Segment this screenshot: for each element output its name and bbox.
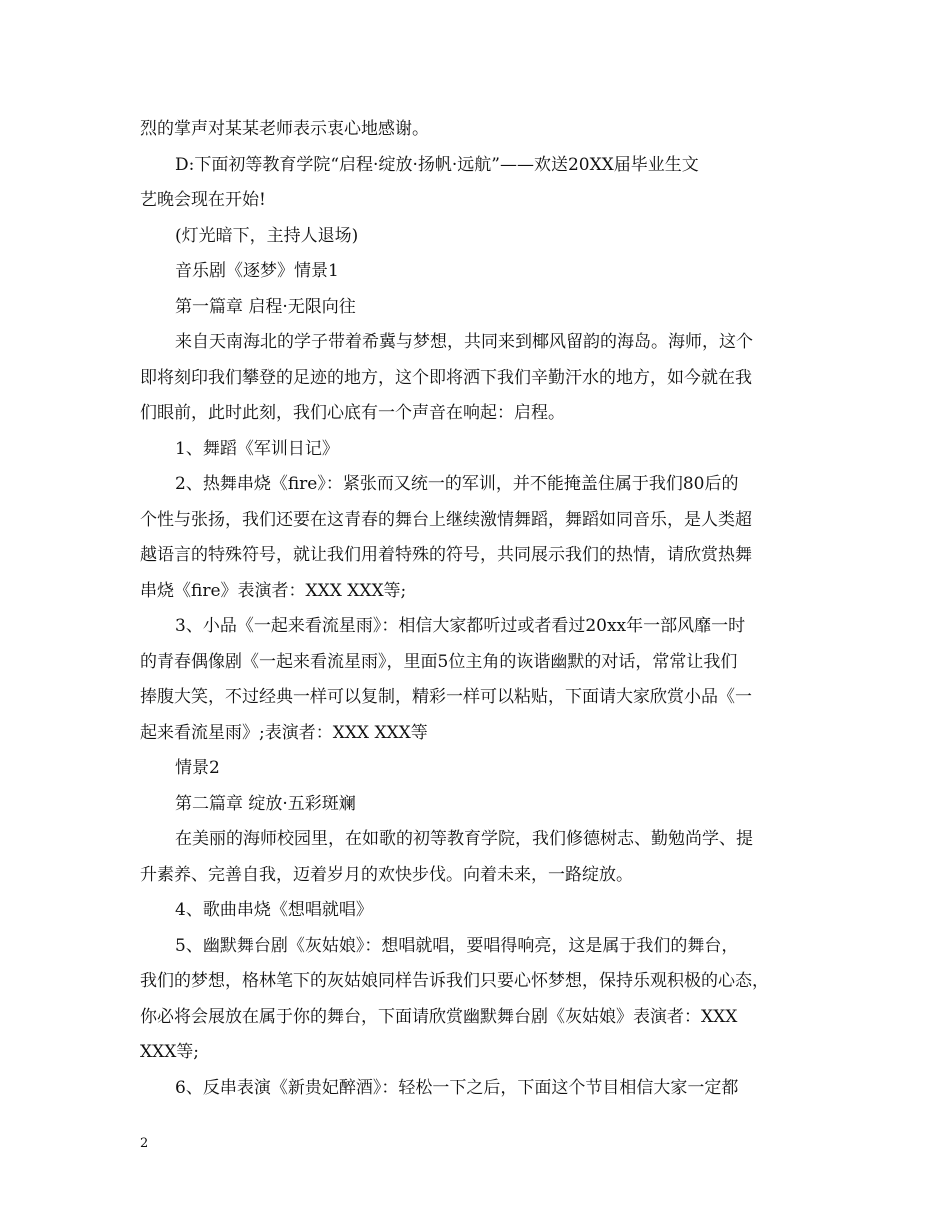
text-line: 在美丽的海师校园里，在如歌的初等教育学院，我们修德树志、勤勉尚学、提 [175,829,753,849]
text-line: 情景2 [175,758,220,778]
text-line: 5、幽默舞台剧《灰姑娘》：想唱就唱，要唱得响亮，这是属于我们的舞台， [175,935,739,956]
text-line: 越语言的特殊符号，就让我们用着特殊的符号，共同展示我们的热情，请欣赏热舞 [140,545,752,565]
text-line: 们眼前，此时此刻，我们心底有一个声音在响起：启程。 [140,403,565,423]
text-line: XXX等; [140,1042,200,1062]
text-line: 的青春偶像剧《一起来看流星雨》，里面5位主角的诙谐幽默的对话，常常让我们 [140,651,738,672]
text-line: 第二篇章 绽放·五彩斑斓 [175,793,356,814]
text-line: 1、舞蹈《军训日记》 [175,438,339,459]
page-number: 2 [140,1136,149,1151]
text-line: 3、小品《一起来看流星雨》：相信大家都听过或者看过20xx年一部风靡一时 [175,616,746,636]
text-line: D:下面初等教育学院“启程·绽放·扬帆·远航”——欢送20XX届毕业生文 [175,154,699,175]
text-line: 烈的掌声对某某老师表示衷心地感谢。 [140,119,429,139]
text-line: 音乐剧《逐梦》情景1 [175,261,339,281]
text-line: 升素养、完善自我，迈着岁月的欢快步伐。向着未来，一路绽放。 [140,864,633,885]
text-line: 第一篇章 启程·无限向往 [175,296,356,317]
text-line: 4、歌曲串烧《想唱就唱》 [175,900,373,920]
text-line: 2、热舞串烧《fire》：紧张而又统一的军训，并不能掩盖住属于我们80后的 [175,474,739,494]
text-line: 来自天南海北的学子带着希冀与梦想，共同来到椰风留韵的海岛。海师，这个 [175,332,753,352]
text-line: 艺晚会现在开始! [140,190,266,210]
text-line: (灯光暗下，主持人退场) [175,225,359,246]
document-body [140,112,812,1106]
text-line: 个性与张扬，我们还要在这青春的舞台上继续激情舞蹈，舞蹈如同音乐，是人类超 [140,509,752,530]
text-line: 串烧《fire》表演者：XXX XXX等; [140,580,407,601]
text-line: 即将刻印我们攀登的足迹的地方，这个即将洒下我们辛勤汗水的地方，如今就在我 [140,367,752,388]
text-line: 6、反串表演《新贵妃醉酒》：轻松一下之后，下面这个节目相信大家一定都 [175,1077,739,1098]
text-line: 起来看流星雨》;表演者：XXX XXX等 [140,722,428,743]
text-line: 你必将会展放在属于你的舞台，下面请欣赏幽默舞台剧《灰姑娘》表演者：XXX [140,1006,738,1027]
text-line: 捧腹大笑，不过经典一样可以复制，精彩一样可以粘贴，下面请大家欣赏小品《一 [140,687,752,707]
text-line: 我们的梦想，格林笔下的灰姑娘同样告诉我们只要心怀梦想，保持乐观积极的心态， [140,971,769,991]
